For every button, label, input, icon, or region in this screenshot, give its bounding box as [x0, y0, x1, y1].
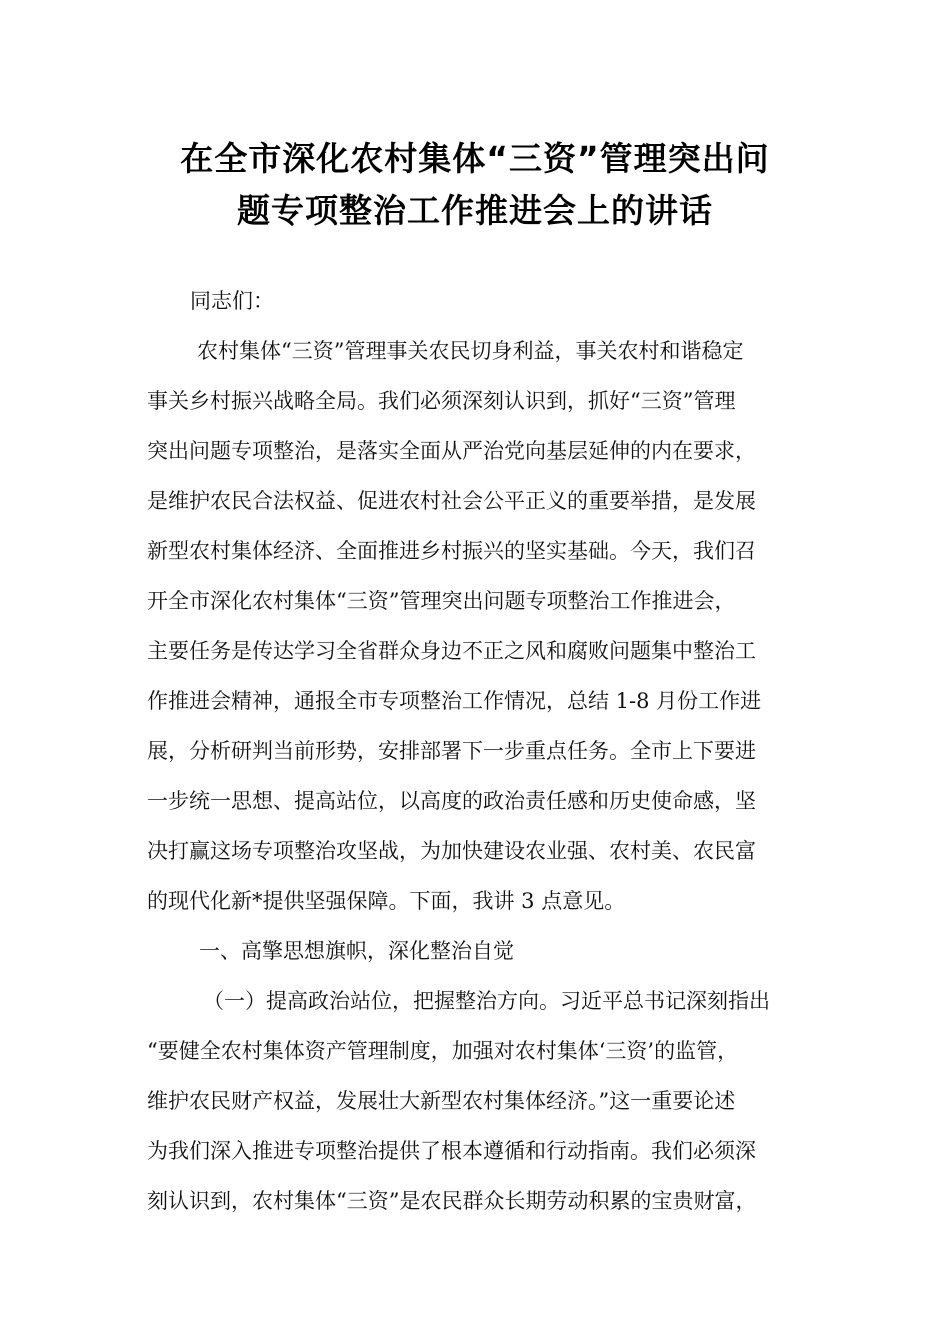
- paragraph-line: 展，分析研判当前形势，安排部署下一步重点任务。全市上下要进: [147, 739, 756, 763]
- document-title-line-2: 题专项整治工作推进会上的讲话: [237, 191, 713, 230]
- paragraph-line: 新型农村集体经济、全面推进乡村振兴的坚实基础。今天，我们召: [147, 539, 756, 563]
- paragraph-line: 开全市深化农村集体“三资”管理突出问题专项整治工作推进会，: [147, 589, 736, 613]
- greeting: 同志们：: [190, 289, 274, 313]
- paragraph-line: 主要任务是传达学习全省群众身边不正之风和腐败问题集中整治工: [147, 639, 756, 663]
- paragraph-line: “要健全农村集体资产管理制度，加强对农村集体‘三资’的监管，: [147, 1039, 739, 1063]
- paragraph-line: 突出问题专项整治，是落实全面从严治党向基层延伸的内在要求，: [147, 439, 756, 463]
- paragraph-line: 作推进会精神，通报全市专项整治工作情况，总结 1-8 月份工作进: [147, 689, 762, 713]
- paragraph-line: 农村集体“三资”管理事关农民切身利益，事关农村和谐稳定: [197, 339, 744, 363]
- paragraph-line: 事关乡村振兴战略全局。我们必须深刻认识到，抓好“三资”管理: [147, 389, 736, 413]
- section-heading: 一、高擎思想旗帜，深化整治自觉: [199, 939, 514, 963]
- paragraph-line: 一步统一思想、提高站位，以高度的政治责任感和历史使命感，坚: [147, 789, 756, 813]
- paragraph-line: 是维护农民合法权益、促进农村社会公平正义的重要举措，是发展: [147, 489, 756, 513]
- paragraph-line: （一）提高政治站位，把握整治方向。习近平总书记深刻指出: [203, 989, 770, 1013]
- paragraph-line: 的现代化新*提供坚强保障。下面，我讲 3 点意见。: [147, 889, 626, 913]
- paragraph-line: 维护农民财产权益，发展壮大新型农村集体经济。”这一重要论述: [147, 1089, 736, 1113]
- paragraph-line: 为我们深入推进专项整治提供了根本遵循和行动指南。我们必须深: [147, 1139, 756, 1163]
- paragraph-line: 决打赢这场专项整治攻坚战，为加快建设农业强、农村美、农民富: [147, 839, 756, 863]
- document-title-line-1: 在全市深化农村集体“三资”管理突出问: [180, 139, 770, 178]
- paragraph-line: 刻认识到，农村集体“三资”是农民群众长期劳动积累的宝贵财富，: [147, 1189, 757, 1213]
